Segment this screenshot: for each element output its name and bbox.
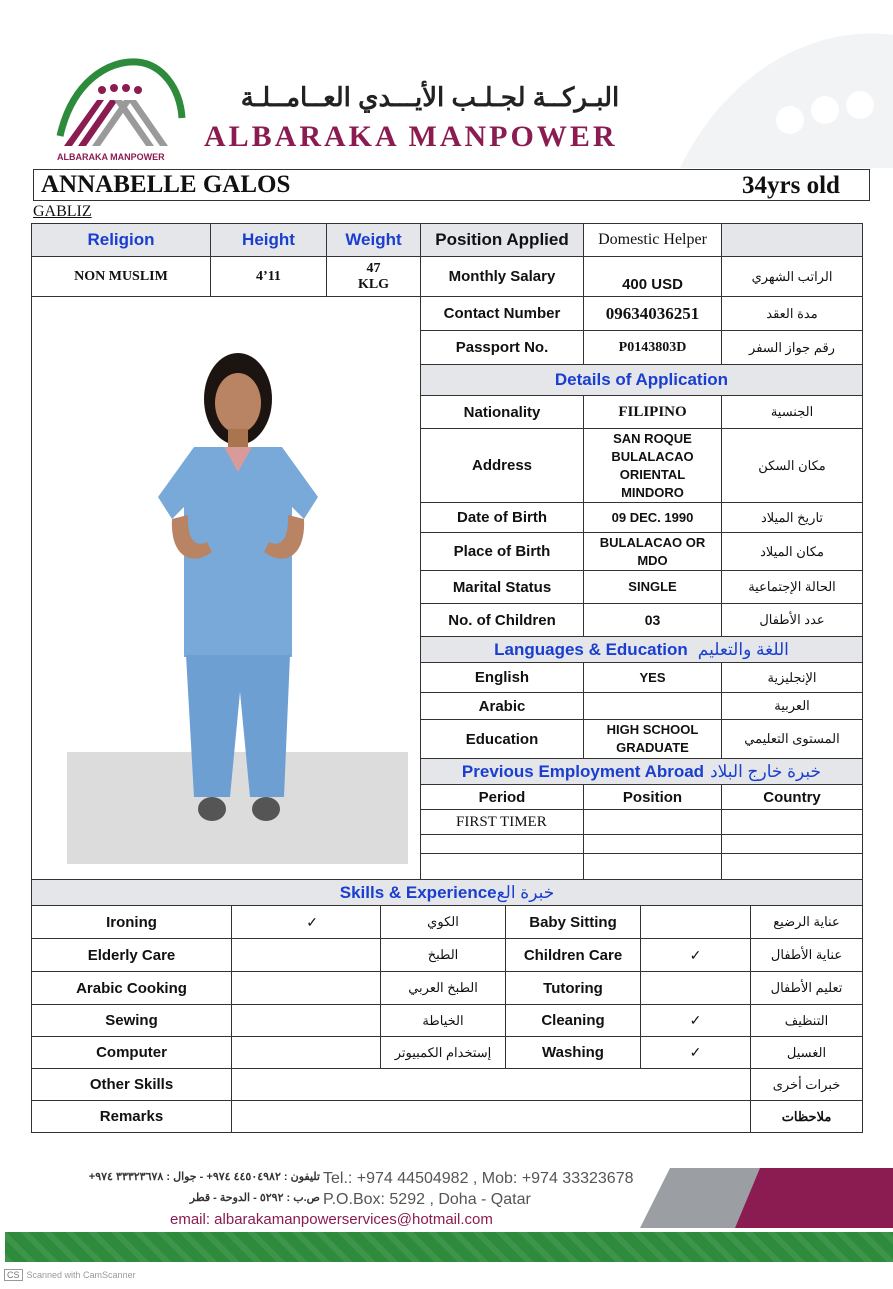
- skill-children-care: Children Care: [505, 938, 641, 972]
- arabic-arabic: العربية: [721, 692, 863, 720]
- english-arabic: الإنجليزية: [721, 662, 863, 693]
- marital-status-label: Marital Status: [420, 570, 584, 604]
- remarks-label: Remarks: [31, 1100, 232, 1133]
- watermark-graphic: [670, 25, 893, 168]
- candidate-code: GABLIZ: [33, 203, 92, 220]
- employment-row-3-period: [420, 853, 584, 880]
- skill-baby-sitting: Baby Sitting: [505, 905, 641, 939]
- skill-elderly-care-arabic: الطبخ: [380, 938, 506, 972]
- other-skills-value: [231, 1068, 751, 1101]
- skill-washing-arabic: الغسيل: [750, 1036, 863, 1069]
- address-value: SAN ROQUE BULALACAO ORIENTAL MINDORO: [583, 428, 722, 503]
- skill-elderly-care-check: [231, 938, 381, 972]
- remarks-value: [231, 1100, 751, 1133]
- logo-caption: ALBARAKA MANPOWER: [57, 152, 165, 162]
- footer-email[interactable]: email: albarakamanpowerservices@hotmail.com: [170, 1211, 493, 1228]
- position-header: Position: [583, 784, 722, 810]
- skill-computer-check: [231, 1036, 381, 1069]
- employment-title-en: Previous Employment Abroad: [461, 761, 705, 781]
- place-of-birth-value: BULALACAO OR MDO: [583, 532, 722, 571]
- skill-arabic-cooking-arabic: الطبخ العربي: [380, 971, 506, 1005]
- children-label: No. of Children: [420, 603, 584, 637]
- education-arabic: المستوى التعليمي: [721, 719, 863, 759]
- education-value: HIGH SCHOOL GRADUATE: [583, 719, 722, 759]
- camscanner-icon: CS: [4, 1269, 23, 1281]
- skill-children-care-check: ✓: [640, 938, 751, 972]
- skills-title-en: Skills & Experience: [339, 882, 497, 902]
- skill-cleaning: Cleaning: [505, 1004, 641, 1037]
- passport-label: Passport No.: [420, 330, 584, 365]
- employment-row-1-country: [721, 809, 863, 835]
- marital-status-value: SINGLE: [583, 570, 722, 604]
- skill-sewing-check: [231, 1004, 381, 1037]
- position-applied-blank: [721, 223, 863, 257]
- footer-tel-arabic: تليفون : ٤٤٥٠٤٩٨٢ ٩٧٤+ - جوال : ٣٣٣٢٣٦٧٨ ٩٧٤+: [88, 1171, 320, 1183]
- english-value: YES: [583, 662, 722, 693]
- employment-row-2-period: [420, 834, 584, 854]
- monthly-salary-value: 400 USD: [583, 256, 722, 297]
- place-of-birth-arabic: مكان الميلاد: [721, 532, 863, 571]
- dob-value: 09 DEC. 1990: [583, 502, 722, 533]
- footer: [0, 1160, 893, 1265]
- monthly-salary-label: Monthly Salary: [420, 256, 584, 297]
- address-arabic: مكان السكن: [721, 428, 863, 503]
- nationality-arabic: الجنسية: [721, 395, 863, 429]
- skill-elderly-care: Elderly Care: [31, 938, 232, 972]
- marital-status-arabic: الحالة الإجتماعية: [721, 570, 863, 604]
- religion-value: NON MUSLIM: [31, 256, 211, 297]
- skill-baby-sitting-arabic: عناية الرضيع: [750, 905, 863, 939]
- weight-value: 47 KLG: [326, 256, 421, 297]
- skill-sewing: Sewing: [31, 1004, 232, 1037]
- skill-computer: Computer: [31, 1036, 232, 1069]
- country-header: Country: [721, 784, 863, 810]
- skills-experience-title: [31, 879, 863, 906]
- footer-decoration: [640, 1168, 893, 1228]
- arabic-label: Arabic: [420, 692, 584, 720]
- candidate-photo: [142, 347, 332, 827]
- footer-tel: Tel.: +974 44504982 , Mob: +974 33323678: [323, 1170, 634, 1187]
- children-value: 03: [583, 603, 722, 637]
- skill-arabic-cooking-check: [231, 971, 381, 1005]
- skill-computer-arabic: إستخدام الكمبيوتر: [380, 1036, 506, 1069]
- candidate-name: ANNABELLE GALOS: [41, 171, 291, 198]
- skill-washing: Washing: [505, 1036, 641, 1069]
- height-value: 4’11: [210, 256, 327, 297]
- skill-cleaning-arabic: التنظيف: [750, 1004, 863, 1037]
- brand-english-name: ALBARAKA MANPOWER: [204, 120, 618, 153]
- details-of-application-title: Details of Application: [420, 364, 863, 396]
- nationality-value: FILIPINO: [583, 395, 722, 429]
- page-header: [0, 0, 893, 168]
- camscanner-badge: [4, 1266, 136, 1284]
- skills-title-ar: خبرة الع: [496, 882, 555, 902]
- children-arabic: عدد الأطفال: [721, 603, 863, 637]
- arabic-value: [583, 692, 722, 720]
- religion-header: Religion: [31, 223, 211, 257]
- position-applied-header: Position Applied: [420, 223, 584, 257]
- employment-row-1-position: [583, 809, 722, 835]
- footer-green-band: [5, 1232, 893, 1262]
- photo-panel: [31, 296, 421, 880]
- skill-children-care-arabic: عناية الأطفال: [750, 938, 863, 972]
- skill-baby-sitting-check: [640, 905, 751, 939]
- address-label: Address: [420, 428, 584, 503]
- previous-employment-title: [420, 758, 863, 785]
- languages-title-en: Languages & Education: [494, 639, 688, 659]
- english-label: English: [420, 662, 584, 693]
- employment-row-2-country: [721, 834, 863, 854]
- dob-arabic: تاريخ الميلاد: [721, 502, 863, 533]
- skill-ironing: Ironing: [31, 905, 232, 939]
- skill-arabic-cooking: Arabic Cooking: [31, 971, 232, 1005]
- languages-title-ar: اللغة والتعليم: [697, 639, 789, 659]
- employment-row-2-position: [583, 834, 722, 854]
- contact-number-value: 09634036251: [583, 296, 722, 331]
- employment-row-3-country: [721, 853, 863, 880]
- albaraka-logo: [52, 58, 187, 153]
- height-header: Height: [210, 223, 327, 257]
- period-header: Period: [420, 784, 584, 810]
- position-applied-value: Domestic Helper: [583, 223, 722, 257]
- skill-ironing-check: ✓: [231, 905, 381, 939]
- skill-sewing-arabic: الخياطة: [380, 1004, 506, 1037]
- contact-number-arabic: مدة العقد: [721, 296, 863, 331]
- place-of-birth-label: Place of Birth: [420, 532, 584, 571]
- camscanner-text: Scanned with CamScanner: [26, 1270, 136, 1280]
- remarks-arabic: ملاحظات: [750, 1100, 863, 1133]
- dob-label: Date of Birth: [420, 502, 584, 533]
- brand-arabic-name: البـركــة لجـلـب الأيـــدي العــامــلـة: [240, 82, 620, 112]
- skill-cleaning-check: ✓: [640, 1004, 751, 1037]
- footer-po: P.O.Box: 5292 , Doha - Qatar: [323, 1191, 531, 1208]
- nationality-label: Nationality: [420, 395, 584, 429]
- employment-title-ar: خبرة خارج البلاد: [710, 761, 822, 781]
- education-label: Education: [420, 719, 584, 759]
- other-skills-label: Other Skills: [31, 1068, 232, 1101]
- skill-tutoring-check: [640, 971, 751, 1005]
- contact-number-label: Contact Number: [420, 296, 584, 331]
- employment-row-1-period: FIRST TIMER: [420, 809, 584, 835]
- monthly-salary-arabic: الراتب الشهري: [721, 256, 863, 297]
- passport-arabic: رقم جواز السفر: [721, 330, 863, 365]
- footer-po-arabic: ص.ب : ٥٢٩٢ - الدوحة - قطر: [189, 1192, 320, 1204]
- languages-education-title: [420, 636, 863, 663]
- skill-tutoring-arabic: تعليم الأطفال: [750, 971, 863, 1005]
- weight-header: Weight: [326, 223, 421, 257]
- candidate-age: 34yrs old: [742, 172, 840, 199]
- passport-value: P0143803D: [583, 330, 722, 365]
- skill-tutoring: Tutoring: [505, 971, 641, 1005]
- other-skills-arabic: خبرات أخرى: [750, 1068, 863, 1101]
- skill-washing-check: ✓: [640, 1036, 751, 1069]
- skill-ironing-arabic: الكوي: [380, 905, 506, 939]
- employment-row-3-position: [583, 853, 722, 880]
